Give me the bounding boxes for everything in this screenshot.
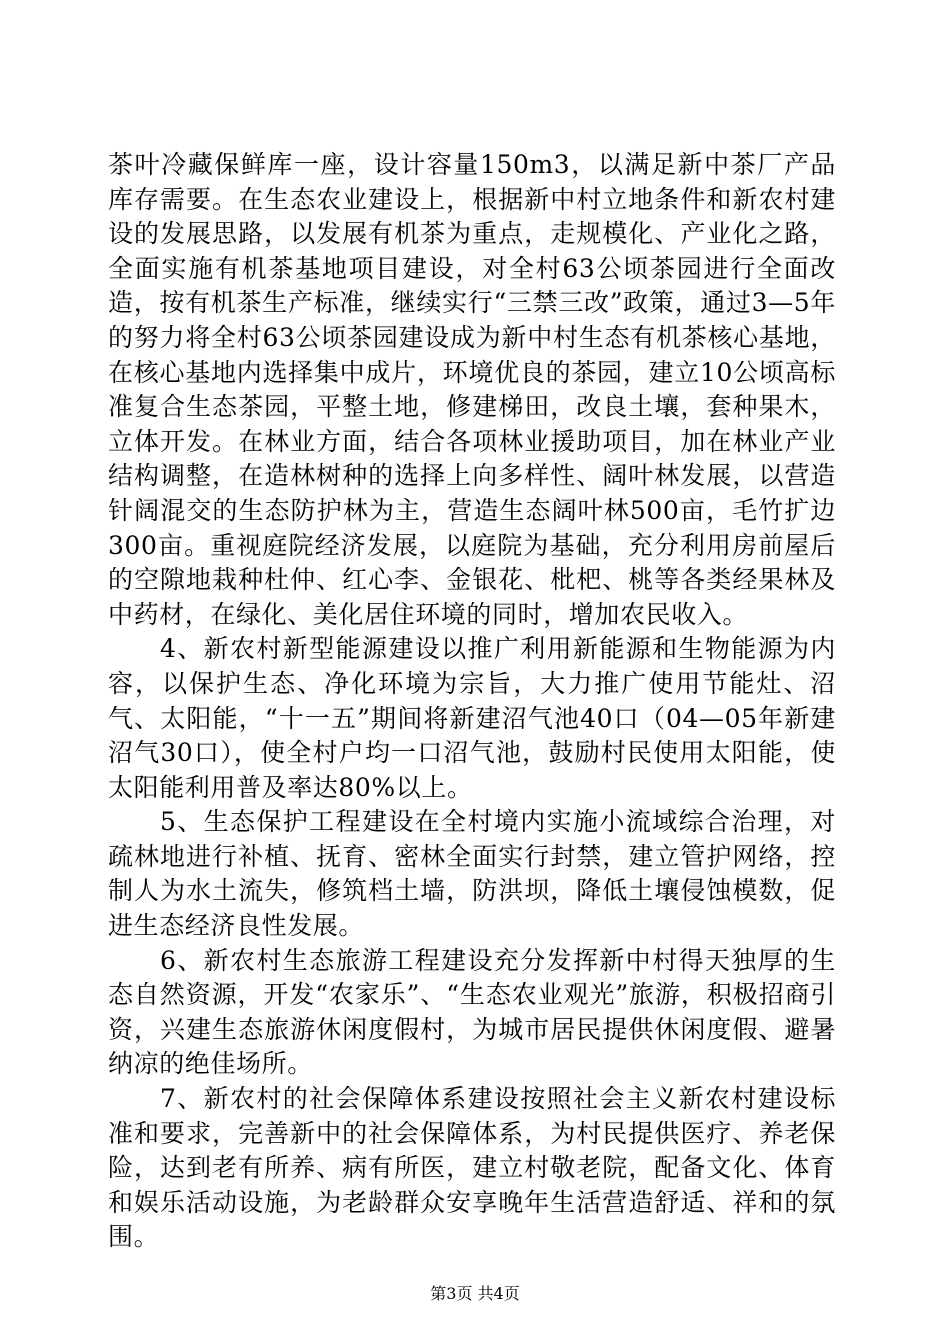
paragraph-item-6: 6、新农村生态旅游工程建设充分发挥新中村得天独厚的生态自然资源，开发“农家乐”、“生态农业观光”旅游，积极招商引资，兴建生态旅游休闲度假村，为城市居民提供休闲度假、避暑纳凉的绝佳场所。 (108, 945, 836, 1079)
paragraph-item-5: 5、生态保护工程建设在全村境内实施小流域综合治理，对疏林地进行补植、抚育、密林全面实行封禁，建立管护网络，控制人为水土流失，修筑档土墙，防洪坝，降低土壤侵蚀模数，促进生态经济良性发展。 (108, 807, 836, 941)
paragraph-item-4: 4、新农村新型能源建设以推广利用新能源和生物能源为内容，以保护生态、净化环境为宗旨，大力推广使用节能灶、沼气、太阳能，“十一五”期间将新建沼气池40口（04—05年新建沼气30口），使全村户均一口沼气池，鼓励村民使用太阳能，使太阳能利用普及率达80%以上。 (108, 634, 836, 802)
document-body (108, 148, 836, 1255)
page-number-footer: 第3页 共4页 (430, 1284, 520, 1303)
paragraph-continuation: 茶叶冷藏保鲜库一座，设计容量150m3，以满足新中茶厂产品库存需要。在生态农业建设上，根据新中村立地条件和新农村建设的发展思路，以发展有机茶为重点，走规模化、产业化之路，全面实施有机茶基地项目建设，对全村63公顷茶园进行全面改造，按有机茶生产标准，继续实行“三禁三改”政策，通过3—5年的努力将全村63公顷茶园建设成为新中村生态有机茶核心基地，在核心基地内选择集中成片，环境优良的茶园，建立10公顷高标准复合生态茶园，平整土地，修建梯田，改良土壤，套种果木，立体开发。在林业方面，结合各项林业援助项目，加在林业产业结构调整，在造林树种的选择上向多样性、阔叶林发展，以营造针阔混交的生态防护林为主，营造生态阔叶林500亩，毛竹扩边300亩。重视庭院经济发展，以庭院为基础，充分利用房前屋后的空隙地栽种杜仲、红心李、金银花、枇杷、桃等各类经果林及中药材，在绿化、美化居住环境的同时，增加农民收入。 (108, 150, 836, 629)
paragraph-item-7: 7、新农村的社会保障体系建设按照社会主义新农村建设标准和要求，完善新中的社会保障体系，为村民提供医疗、养老保险，达到老有所养、病有所医，建立村敬老院，配备文化、体育和娱乐活动设施，为老龄群众安享晚年生活营造舒适、祥和的氛围。 (108, 1084, 836, 1252)
